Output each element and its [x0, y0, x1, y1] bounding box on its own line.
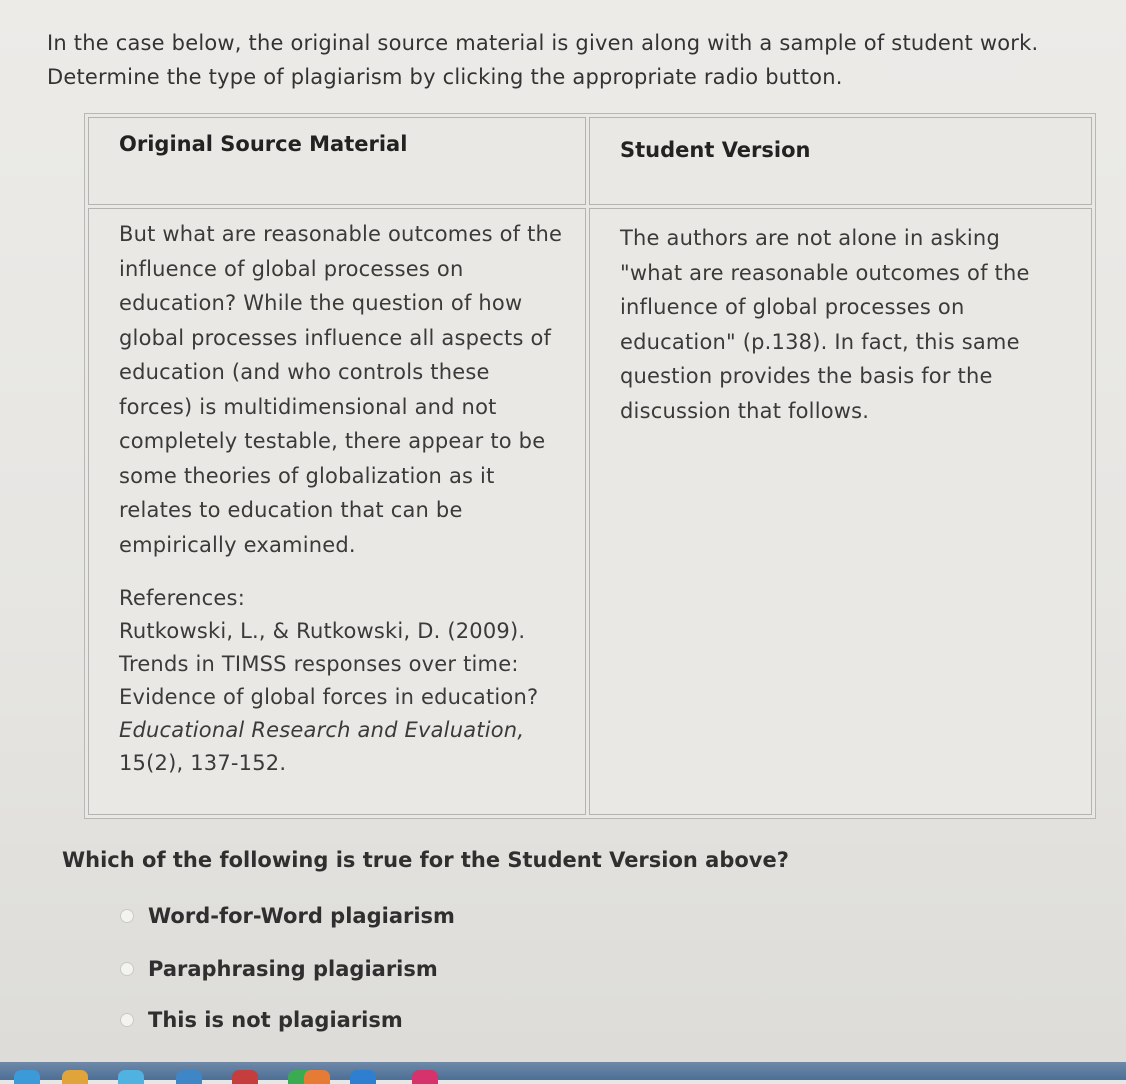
option-not-plagiarism[interactable] — [120, 1008, 403, 1032]
original-line: forces) is multidimensional and not — [119, 394, 497, 419]
original-line: But what are reasonable outcomes of the — [119, 222, 563, 246]
instructions-line-1: In the case below, the original source material is given along with a sample of student work. — [47, 31, 1039, 55]
reference-title-line-2: Evidence of global forces in education? — [119, 685, 539, 709]
student-version-text — [590, 209, 1091, 428]
original-line: completely testable, there appear to be — [119, 429, 546, 453]
original-line: relates to education that can be — [119, 498, 463, 522]
reference-volume: 15(2), 137-152. — [119, 751, 287, 775]
original-line: some theories of globalization as it — [119, 463, 495, 488]
option-label[interactable]: Word-for-Word plagiarism — [148, 904, 455, 928]
student-header: Student Version — [620, 138, 811, 162]
option-label[interactable]: This is not plagiarism — [148, 1008, 403, 1032]
student-header-cell — [589, 117, 1092, 205]
taskbar — [0, 1062, 1126, 1080]
student-line: discussion that follows. — [620, 398, 870, 423]
taskbar-app-icon[interactable] — [412, 1070, 438, 1084]
original-line: education? While the question of how — [119, 291, 523, 315]
radio-button[interactable] — [120, 909, 134, 923]
student-line: education" (p.138). In fact, this same — [620, 329, 1020, 354]
option-label[interactable]: Paraphrasing plagiarism — [148, 957, 438, 981]
student-line: "what are reasonable outcomes of the — [620, 260, 1030, 285]
reference-title-line-1: Trends in TIMSS responses over time: — [119, 652, 519, 676]
original-header-cell — [88, 117, 586, 205]
taskbar-app-icon[interactable] — [118, 1070, 144, 1084]
taskbar-app-icon[interactable] — [176, 1070, 202, 1084]
taskbar-app-icon[interactable] — [350, 1070, 376, 1084]
references — [119, 582, 565, 780]
reference-authors: Rutkowski, L., & Rutkowski, D. (2009). — [119, 619, 526, 643]
original-source-cell — [88, 208, 586, 815]
original-line: influence of global processes on — [119, 256, 464, 281]
student-line: influence of global processes on — [620, 295, 965, 319]
taskbar-app-icon[interactable] — [62, 1070, 88, 1084]
student-version-cell — [589, 208, 1092, 815]
instructions-line-2: Determine the type of plagiarism by clicking the appropriate radio button. — [47, 65, 843, 89]
taskbar-app-icon[interactable] — [232, 1070, 258, 1084]
reference-journal: Educational Research and Evaluation, — [119, 718, 525, 742]
question-text: Which of the following is true for the Student Version above? — [62, 848, 789, 872]
student-line: The authors are not alone in asking — [620, 226, 1000, 250]
references-label: References: — [119, 586, 245, 610]
instructions — [47, 26, 1087, 94]
option-word-for-word[interactable] — [120, 904, 455, 928]
original-header: Original Source Material — [119, 132, 408, 156]
original-line: global processes influence all aspects of — [119, 325, 552, 350]
option-paraphrasing[interactable] — [120, 957, 438, 981]
taskbar-app-icon[interactable] — [14, 1070, 40, 1084]
original-source-text — [89, 209, 585, 780]
student-line: question provides the basis for the — [620, 364, 993, 388]
comparison-table — [84, 113, 1096, 819]
taskbar-app-icon[interactable] — [304, 1070, 330, 1084]
radio-button[interactable] — [120, 1013, 134, 1027]
original-line: education (and who controls these — [119, 360, 490, 384]
original-line: empirically examined. — [119, 532, 356, 557]
radio-button[interactable] — [120, 962, 134, 976]
